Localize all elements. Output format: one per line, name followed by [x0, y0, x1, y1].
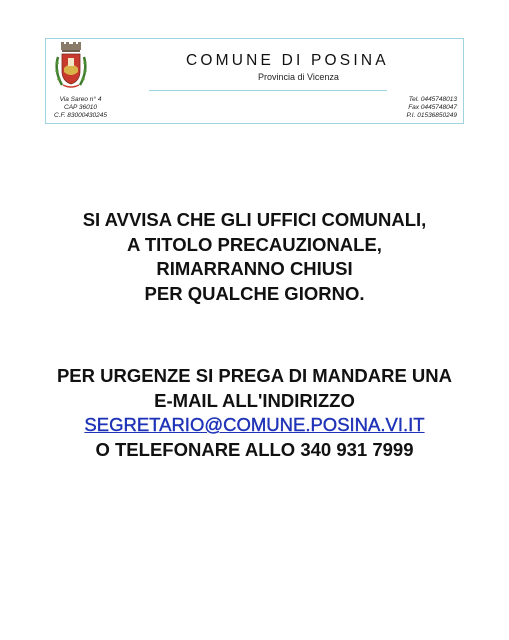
phone-line: O TELEFONARE ALLO 340 931 7999 [95, 438, 414, 460]
email-link[interactable]: SEGRETARIO@COMUNE.POSINA.VI.IT [84, 414, 425, 435]
notice-line: SI AVVISA CHE GLI UFFICI COMUNALI, [82, 209, 427, 230]
address-street: Via Sareo n° 4 [59, 96, 102, 103]
closure-notice [0, 208, 509, 306]
contact-fax: Fax 0445748047 [408, 104, 457, 111]
municipal-crest-icon [52, 41, 90, 91]
contacts-block [407, 96, 458, 120]
notice-line: RIMARRANNO CHIUSI [156, 258, 353, 279]
address-cap: CAP 36010 [64, 104, 98, 111]
notice-line: PER QUALCHE GIORNO. [144, 282, 365, 304]
address-cf: C.F. 83000430245 [54, 112, 108, 119]
contact-tel: Tel. 0445748013 [408, 96, 457, 103]
letterhead [45, 38, 464, 124]
notice-line: A TITOLO PRECAUZIONALE, [127, 233, 382, 255]
address-block [54, 96, 107, 120]
contact-piva: P.I. 01536850249 [406, 112, 457, 119]
urgency-notice [0, 364, 509, 462]
notice-line: E-MAIL ALL'INDIRIZZO [154, 389, 355, 411]
notice-line: PER URGENZE SI PREGA DI MANDARE UNA [56, 365, 453, 386]
comune-title: COMUNE DI POSINA [186, 52, 389, 69]
provincia-subtitle: Provincia di Vicenza [258, 72, 339, 82]
header-divider [149, 90, 387, 91]
